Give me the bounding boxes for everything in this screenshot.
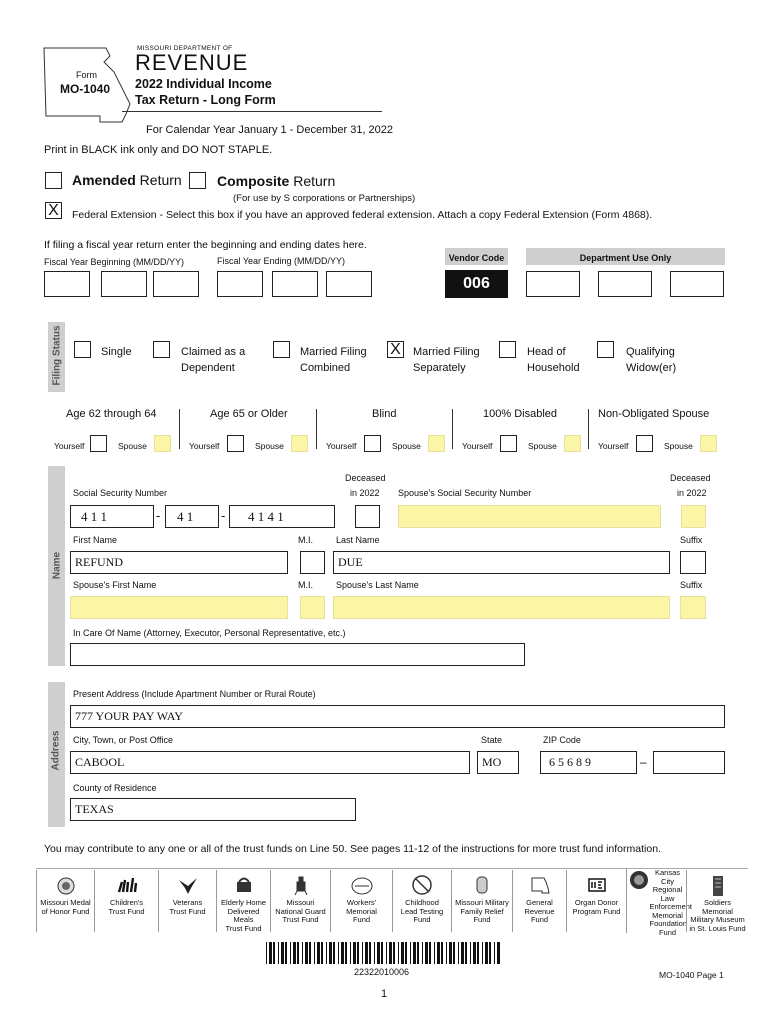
vendor-code-value: 006 [463,275,490,292]
trust-fund-name [217,899,270,933]
workers-icon [351,874,373,896]
barcode-bar [341,942,344,964]
soldier-icon [290,874,312,896]
barcode-bar [453,942,455,964]
trust-fund-9 [512,870,566,932]
exemption-group-title: 100% Disabled [483,408,557,420]
form-page-label: MO-1040 Page 1 [659,970,724,980]
spouse-suffix-label: Suffix [680,580,703,590]
eagle-icon [177,874,199,896]
suffix-field[interactable] [680,551,706,574]
fiscal-begin-label: Fiscal Year Beginning (MM/DD/YY) [44,257,185,267]
trust-fund-name-line: Memorial [346,906,377,916]
trust-fund-4 [216,870,270,932]
last-name-field[interactable] [333,551,670,574]
exemption-spouse-checkbox[interactable] [700,435,717,452]
trust-fund-intro: You may contribute to any one or all of the trust funds on Line 50. See pages 11-12 of the instructions for more trust fund information. [44,843,661,855]
trust-fund-name [649,868,693,937]
barcode-bar [369,942,371,964]
barcode-bar [353,942,356,964]
barcode-bar [326,942,327,964]
federal-extension-text: Federal Extension - Select this box if you have an approved federal extension. Attach a copy Federal Extension (Form 4868). [72,209,653,221]
barcode-bar [497,942,500,964]
exemption-group-title: Non-Obligated Spouse [598,408,710,420]
trust-fund-name-line: Organ Donor [574,898,619,907]
trust-fund-name-line: Law [660,893,675,903]
ssn-part-2-value: 4 1 [177,509,194,524]
trust-fund-name-line: Childhood [405,898,439,907]
department-use-field-1 [526,271,580,297]
vendor-code-box [445,270,508,298]
exemption-yourself-label: Yourself [326,441,357,451]
barcode-bar [429,942,431,964]
barcode-bar [461,942,464,964]
trust-fund-name-line: Trust Fund [282,915,319,924]
ssn-field-part-3[interactable] [229,505,335,528]
barcode-bar [338,942,339,964]
trust-fund-name [159,899,216,916]
trust-fund-2 [94,870,158,932]
ssn-field-part-1[interactable] [70,505,154,528]
barcode-bar [309,942,311,964]
trust-fund-name-line: Family Relief [460,906,504,916]
barcode-bar [434,942,435,964]
trust-fund-name [95,899,158,916]
spouse-mi-label: M.I. [298,580,313,590]
first-name-field[interactable] [70,551,288,574]
filing-status-label-line-1: Married Filing [300,346,367,358]
spouse-last-name-label: Spouse's Last Name [336,580,419,590]
exemption-spouse-label: Spouse [392,441,421,451]
filing-status-check-mark: X [390,341,401,358]
barcode-bar [365,942,368,964]
form-title-line-1: 2022 Individual Income [135,77,272,91]
spouse-ssn-label: Spouse's Social Security Number [398,488,532,498]
city-field[interactable] [70,751,470,774]
spouse-first-name-field[interactable] [70,596,288,619]
exemption-yourself-checkbox[interactable] [364,435,381,452]
last-name-label: Last Name [336,535,380,545]
calendar-year-text: For Calendar Year January 1 - December 31, 2022 [146,124,394,136]
exemption-yourself-label: Yourself [189,441,220,451]
trust-fund-name-line: Veterans [172,898,203,907]
trust-fund-name-line: Workers' [346,898,377,907]
zip-code-value: 6 5 6 8 9 [549,755,591,769]
exemption-yourself-label: Yourself [462,441,493,451]
barcode-bar [485,942,488,964]
barcode-bar [489,942,491,964]
exemption-yourself-checkbox[interactable] [500,435,517,452]
barcode-bar [321,942,323,964]
barcode-bar [401,942,404,964]
composite-note: (For use by S corporations or Partnerships) [233,193,416,204]
zip-code-field[interactable] [540,751,637,774]
address-label: Present Address (Include Apartment Number or Rural Route) [73,689,316,699]
department-name-small: MISSOURI DEPARTMENT OF [137,45,233,52]
exemption-spouse-checkbox[interactable] [154,435,171,452]
trust-fund-name-line: Fund [352,915,371,924]
care-of-field[interactable] [70,643,525,666]
barcode-bar [374,942,375,964]
trust-fund-name-line: Soldiers [703,898,732,907]
spouse-ssn-field[interactable] [398,505,661,528]
barcode-bar [281,942,284,964]
mi-field[interactable] [300,551,325,574]
trust-fund-name [513,899,566,925]
barcode-bar [417,942,419,964]
trust-fund-name [687,899,748,933]
barcode-bar [273,942,275,964]
badge-icon [628,869,650,891]
ink-instruction: Print in BLACK ink only and DO NOT STAPLE. [44,144,273,156]
exemption-yourself-checkbox[interactable] [90,435,107,452]
fiscal-begin-day-field[interactable] [101,271,147,297]
exemption-yourself-checkbox[interactable] [227,435,244,452]
trust-fund-name-line: Trust Fund [225,923,262,933]
barcode-bar [381,942,383,964]
trust-fund-8 [451,870,512,932]
trust-fund-name-line: Foundation Fund [649,919,688,937]
trust-fund-name-line: General [526,898,553,907]
barcode-bar [393,942,395,964]
trust-fund-name-line: Missouri Military [455,898,509,907]
trust-fund-name-line: Military Museum [690,915,745,924]
filing-status-checkbox-2[interactable] [153,341,170,358]
address-section-label: Address [50,730,62,771]
state-field[interactable] [477,751,519,774]
filing-status-label-line-1: Head of [527,346,566,358]
trust-fund-name-line: Elderly Home [220,898,266,907]
trust-fund-name [393,899,451,925]
filing-status-label-line-1: Single [101,346,132,358]
filing-status-label-line-2: Dependent [181,362,235,374]
medal-icon [55,874,77,896]
barcode-bar [333,942,335,964]
exemption-spouse-label: Spouse [528,441,557,451]
city-label: City, Town, or Post Office [73,735,174,745]
ssn-label: Social Security Number [73,488,168,498]
barcode-bar [302,942,303,964]
barcode-bar [293,942,296,964]
barcode-bar [314,942,315,964]
trust-fund-name-line: Kansas [654,868,681,877]
filing-status-label-line-2: Household [527,362,580,374]
composite-return-checkbox[interactable] [189,172,206,189]
spouse-deceased-label-line-2: in 2022 [677,488,707,498]
trust-fund-name-line: of Honor Fund [41,906,90,916]
barcode-bar [470,942,471,964]
barcode-bar [482,942,483,964]
exemption-spouse-checkbox[interactable] [564,435,581,452]
barcode-bar [350,942,351,964]
exemption-group-separator [179,409,180,449]
barcode-bar [465,942,467,964]
barcode-bar [345,942,347,964]
trust-fund-name-line: Trust Fund [108,906,145,916]
trust-fund-name-line: City [661,876,674,886]
trust-fund-7 [392,870,451,932]
barcode-bar [386,942,387,964]
amended-return-checkbox[interactable] [45,172,62,189]
exemption-group-title: Age 65 or Older [210,408,288,420]
exemption-spouse-label: Spouse [255,441,284,451]
ssn-part-1-value: 4 1 1 [81,509,107,524]
department-use-field-2 [598,271,652,297]
amended-return-label: Amended Return [72,172,182,188]
exemption-yourself-label: Yourself [598,441,629,451]
ssn-field-part-2[interactable] [165,505,219,528]
suffix-label: Suffix [680,535,703,545]
trust-fund-name [271,899,330,925]
trust-fund-name-line: Fund [530,915,549,924]
trust-fund-10 [566,870,626,932]
form-title-line-2: Tax Return - Long Form [135,93,276,107]
barcode-bar [410,942,411,964]
state-label: State [481,735,503,745]
spouse-mi-field[interactable] [300,596,325,619]
department-use-header [526,248,725,265]
barcode-bar [425,942,428,964]
trust-fund-name [331,899,392,925]
trust-fund-name-line: Children's [109,898,144,907]
filing-status-section-label: Filing Status [51,325,63,386]
barcode-bar [405,942,407,964]
zip-plus-four-field[interactable] [653,751,725,774]
deceased-checkbox[interactable] [355,505,380,528]
barcode-bar [297,942,299,964]
fiscal-begin-month-field[interactable] [44,271,90,297]
trust-fund-name [567,899,626,916]
composite-return-label: Composite Return [217,173,336,189]
trust-fund-name-line: Program Fund [572,906,621,916]
trust-fund-name-line: Revenue [524,906,555,916]
barcode-bar [329,942,332,964]
trust-fund-3 [158,870,216,932]
ssn-dash-1: - [156,508,161,523]
barcode-bar [285,942,287,964]
zip-dash: – [640,755,647,769]
exemption-yourself-checkbox[interactable] [636,435,653,452]
federal-extension-check-mark: X [48,202,59,219]
lead-icon [411,874,433,896]
spouse-deceased-checkbox[interactable] [681,505,706,528]
barcode-bar [494,942,495,964]
trust-fund-name-line: Lead Testing [400,906,444,916]
fiscal-end-month-field[interactable] [217,271,263,297]
meal-icon [233,874,255,896]
barcode-bar [398,942,399,964]
barcode-bar [278,942,279,964]
filing-status-label-line-1: Married Filing [413,346,480,358]
trust-fund-name [452,899,512,925]
exemption-spouse-checkbox[interactable] [428,435,445,452]
county-field[interactable] [70,798,356,821]
trust-fund-name-line: Trust Fund [169,906,206,916]
spouse-deceased-label-line-1: Deceased [670,473,711,483]
fiscal-end-label: Fiscal Year Ending (MM/DD/YY) [217,256,346,266]
county-label: County of Residence [73,783,157,793]
trust-fund-11 [626,868,693,937]
exemption-yourself-label: Yourself [54,441,85,451]
form-label: Form [76,70,97,80]
filing-status-checkbox-5[interactable] [499,341,516,358]
museum-icon [707,874,729,896]
federal-extension-checkbox[interactable] [45,202,62,219]
trust-fund-12 [686,870,748,932]
trust-fund-name [37,899,94,916]
filing-status-label-line-2: Separately [413,362,466,374]
fiscal-end-year-field[interactable] [326,271,372,297]
first-name-label: First Name [73,535,118,545]
barcode-bar [377,942,380,964]
barcode-bar [290,942,291,964]
exemption-spouse-checkbox[interactable] [291,435,308,452]
barcode [266,942,500,964]
barcode-bar [422,942,423,964]
state-map-icon [529,874,551,896]
dogtag-icon [471,874,493,896]
barcode-bar [269,942,272,964]
filing-status-checkbox-6[interactable] [597,341,614,358]
trust-fund-name-line: Regional [652,885,683,894]
state-value: MO [482,755,502,769]
exemption-spouse-label: Spouse [664,441,693,451]
name-section-label: Name [51,551,63,580]
page-number: 1 [381,988,388,1000]
filing-status-checkbox-4[interactable] [387,341,404,358]
zip-label: ZIP Code [543,735,581,745]
trust-fund-name-line: Fund [413,915,431,924]
exemption-group-separator [588,409,589,449]
barcode-number: 22322010006 [354,967,410,977]
trust-fund-1 [36,870,94,932]
deceased-label-line-1: Deceased [345,473,386,483]
trust-fund-5 [270,870,330,932]
ssn-part-3-value: 4 1 4 1 [248,509,284,524]
trust-fund-name-line: Memorial [652,910,683,920]
trust-fund-name-line: Missouri [286,898,315,907]
trust-fund-name-line: in St. Louis Fund [689,923,746,933]
revenue-wordmark: REVENUE [135,50,249,75]
filing-status-label-line-2: Combined [300,362,351,374]
department-use-label: Department Use Only [579,253,672,263]
trust-fund-name-line: Delivered Meals [227,906,260,924]
county-value: TEXAS [75,802,114,816]
trust-fund-6 [330,870,392,932]
fiscal-begin-year-field[interactable] [153,271,199,297]
trust-fund-name-line: National Guard [275,906,326,916]
barcode-bar [266,942,267,964]
barcode-bar [357,942,359,964]
spouse-last-name-field[interactable] [333,596,670,619]
barcode-bar [362,942,363,964]
spouse-suffix-field[interactable] [680,596,706,619]
fiscal-end-day-field[interactable] [272,271,318,297]
trust-fund-name-line: Memorial [702,906,733,916]
filing-status-checkbox-3[interactable] [273,341,290,358]
care-of-label: In Care Of Name (Attorney, Executor, Personal Representative, etc.) [73,628,346,638]
header-rule [122,111,382,112]
barcode-bar [441,942,443,964]
exemption-group-title: Blind [372,408,397,420]
barcode-bar [317,942,320,964]
barcode-bar [305,942,308,964]
spouse-first-name-label: Spouse's First Name [73,580,157,590]
exemption-group-title: Age 62 through 64 [66,408,157,420]
vendor-code-header [445,248,508,265]
barcode-bar [437,942,440,964]
vendor-code-label: Vendor Code [448,253,505,263]
handprints-icon [116,874,138,896]
first-name-value: REFUND [75,555,124,569]
barcode-bar [449,942,452,964]
address-value: 777 YOUR PAY WAY [75,709,183,723]
barcode-bar [446,942,447,964]
trust-fund-name-line: Missouri Medal [40,898,91,907]
filing-status-label-line-2: Widow(er) [626,362,677,374]
filing-status-label-line-1: Claimed as a [181,346,246,358]
mi-label: M.I. [298,535,313,545]
barcode-bar [477,942,479,964]
barcode-bar [413,942,416,964]
exemption-group-separator [452,409,453,449]
exemption-spouse-label: Spouse [118,441,147,451]
barcode-bar [458,942,459,964]
filing-status-checkbox-1[interactable] [74,341,91,358]
barcode-bar [473,942,476,964]
last-name-value: DUE [338,555,363,569]
filing-status-label-line-1: Qualifying [626,346,675,358]
trust-fund-name-line: Enforcement [649,902,693,911]
deceased-label-line-2: in 2022 [350,488,380,498]
ssn-dash-2: - [221,508,226,523]
department-use-field-3 [670,271,724,297]
donor-life-icon [586,874,608,896]
address-field[interactable] [70,705,725,728]
form-number: MO-1040 [60,82,111,96]
city-value: CABOOL [75,755,125,769]
exemption-group-separator [316,409,317,449]
trust-fund-name-line: Fund [473,915,491,924]
fiscal-year-intro: If filing a fiscal year return enter the beginning and ending dates here. [44,239,367,251]
barcode-bar [389,942,392,964]
